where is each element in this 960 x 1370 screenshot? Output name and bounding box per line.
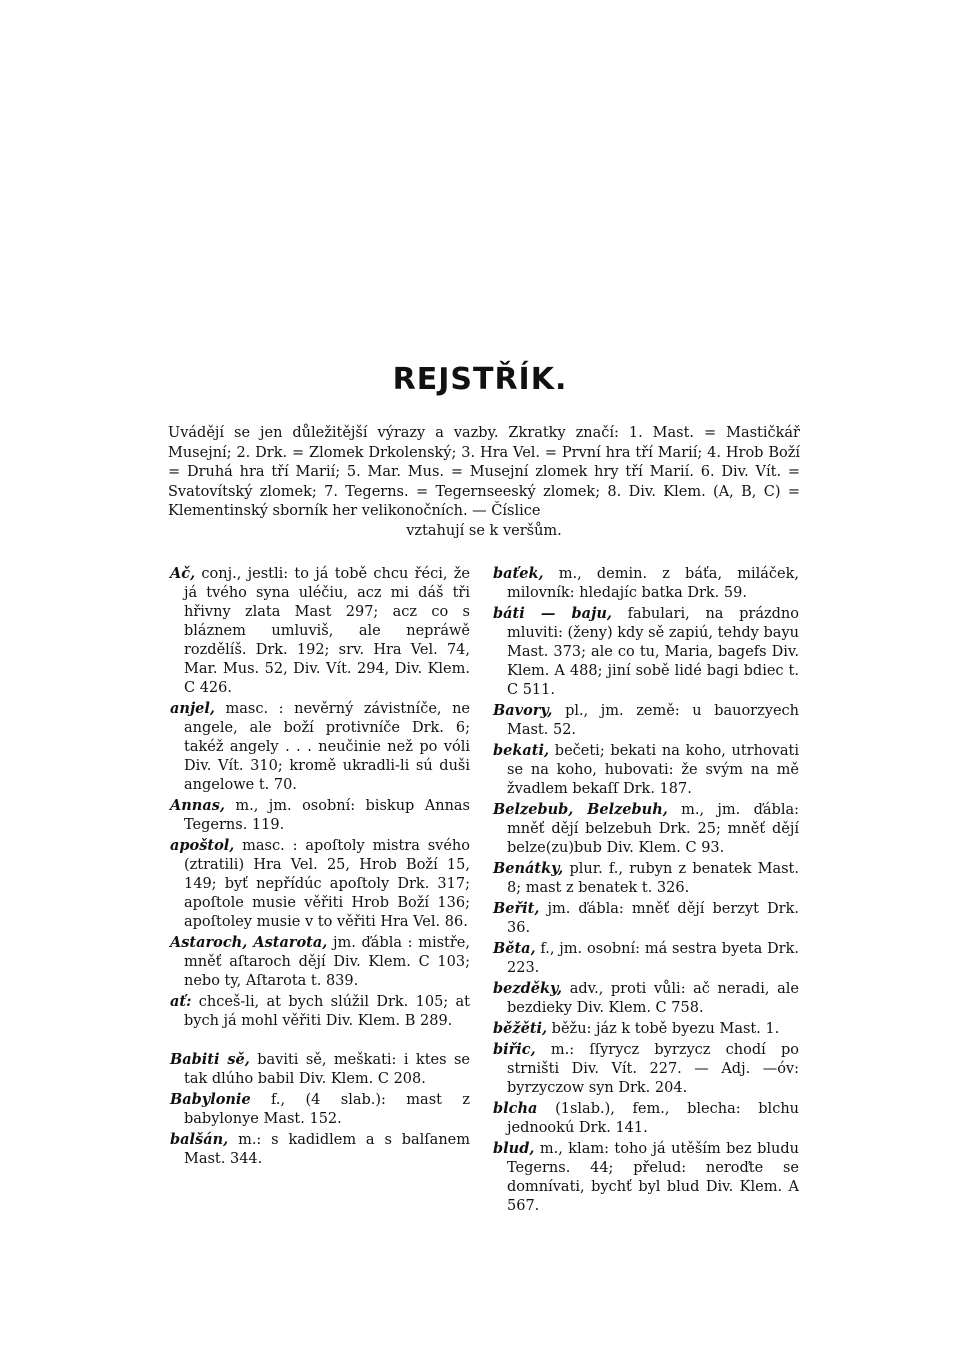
entry-definition: m., demin. z báťa, miláček, milovník: hledajíc batka Drk. 59. <box>507 566 799 601</box>
index-entry <box>493 800 799 858</box>
entry-headword: apoštol, <box>170 837 235 854</box>
intro-paragraph <box>168 424 800 542</box>
entry-headword: biřic, <box>493 1041 536 1058</box>
entry-headword: bezděky, <box>493 980 563 997</box>
entry-headword: báti — baju, <box>493 605 612 622</box>
entry-headword: Babylonie <box>170 1091 251 1108</box>
entry-headword: Benátky, <box>493 860 564 877</box>
index-entry <box>170 796 470 835</box>
index-entry <box>493 604 799 700</box>
entry-definition: plur. f., rubyn z benatek Mast. 8; mast z benatek t. 326. <box>507 861 799 896</box>
entry-definition: jm. ďábla: mněť dějí berzyt Drk. 36. <box>507 901 799 936</box>
entry-headword: Běta, <box>493 940 536 957</box>
index-entry <box>170 699 470 795</box>
entry-definition: m.: ſſyrycz byrzycz chodí po strništi Div. Vít. 227. — Adj. —óv: byrzyczow syn Drk. 204. <box>507 1042 799 1096</box>
entry-headword: Ač, <box>170 565 196 582</box>
entry-definition: m.: s kadidlem a s balſanem Mast. 344. <box>184 1132 470 1167</box>
index-column-left <box>170 564 470 1170</box>
index-entry <box>493 741 799 799</box>
entry-definition: f., (4 slab.): mast z babylonye Mast. 152. <box>184 1092 470 1127</box>
entry-headword: bekati, <box>493 742 550 759</box>
index-entry <box>493 1139 799 1216</box>
index-entry <box>493 899 799 938</box>
index-entry <box>170 1050 470 1089</box>
index-entry <box>170 1130 470 1169</box>
entry-definition: jm. ďábla : mistře, mněť aſtaroch dějí Div. Klem. C 103; nebo ty, Aſtarota t. 839. <box>184 935 470 989</box>
entry-definition: adv., proti vůli: ač neradi, ale bezdieky Div. Klem. C 758. <box>507 981 799 1016</box>
index-column-right <box>493 564 799 1217</box>
entry-headword: běžěti, <box>493 1020 548 1037</box>
entry-definition: běžu: jáz k tobě byezu Mast. 1. <box>547 1021 780 1037</box>
entry-headword: Beřit, <box>493 900 540 917</box>
entry-definition: m., jm. osobní: biskup Annas Tegerns. 119. <box>184 798 470 833</box>
entry-definition: m., klam: toho já utěším bez bludu Tegerns. 44; přelud: neroďte se domnívati, bychť byl blud Div. Klem. A 567. <box>507 1141 799 1214</box>
entry-definition: baviti sě, meškati: i ktes se tak dlúho babil Div. Klem. C 208. <box>184 1052 470 1087</box>
entry-definition: (1slab.), fem., blecha: blchu jednookú Drk. 141. <box>507 1101 799 1136</box>
index-entry <box>170 1090 470 1129</box>
entry-definition: masc. : nevěrný závistníče, ne angele, ale boží protivníče Drk. 6; takéž angely . . . neučinie než po vóli Div. Vít. 310; kromě ukradli-li sú duši angelowe t. 70. <box>184 701 470 793</box>
entry-definition: conj., jestli: to já tobě chcu řéci, že já tvého syna uléčiu, acz mi dáš tři hřivny zlata Mast 297; acz co s bláznem umluviš, ale nepráwě rozdělíš. Drk. 192; srv. Hra Vel. 74, Mar. Mus. 52, Div. Vít. 294, Div. Klem. C 426. <box>184 566 470 696</box>
entry-headword: baťek, <box>493 565 544 582</box>
entry-definition: chceš-li, at bych slúžil Drk. 105; at bych já mohl věřiti Div. Klem. B 289. <box>184 994 470 1029</box>
index-entry <box>170 836 470 932</box>
intro-text-last-line: vztahují se k veršům. <box>406 522 562 539</box>
intro-text: Uvádějí se jen důležitější výrazy a vazby. Zkratky značí: 1. Mast. = Mastičkář Musejní; 2. Drk. = Zlomek Drkolenský; 3. Hra Vel. = První hra tří Marií; 4. Hrob Boží = Druhá hra tří Marií; 5. Mar. Mus. = Musejní zlomek hry tří Marií. 6. Div. Vít. = Svatovítský zlomek; 7. Tegerns. = Tegernseeský zlomek; 8. Div. Klem. (A, B, C) = Klementinský sborník her velikonočních. — Číslice <box>168 425 800 520</box>
entry-headword: blcha <box>493 1100 538 1117</box>
page-title: REJSTŘÍK. <box>392 362 568 397</box>
index-entry <box>493 1019 799 1039</box>
entry-headword: Annas, <box>170 797 225 814</box>
entry-headword: Bavory, <box>493 702 553 719</box>
entry-definition: f., jm. osobní: má sestra byeta Drk. 223. <box>507 941 799 976</box>
entry-headword: blud, <box>493 1140 535 1157</box>
index-entry <box>493 859 799 898</box>
entry-definition: masc. : apoſtoly mistra svého (ztratili) Hra Vel. 25, Hrob Boží 15, 149; byť nepřídúc apoſtoly Drk. 317; apoſtole musie věřiti Hrob Boží 136; apoſtoley musie v to věřiti Hra Vel. 86. <box>184 838 470 930</box>
index-entry <box>170 564 470 698</box>
entry-headword: Belzebub, Belzebuh, <box>493 801 668 818</box>
entry-headword: anjel, <box>170 700 215 717</box>
index-entry <box>170 992 470 1031</box>
entry-definition: m., jm. ďábla: mněť dějí belzebuh Drk. 25; mněť dějí belze(zu)bub Div. Klem. C 93. <box>507 802 799 856</box>
index-entry <box>493 701 799 740</box>
index-entry <box>493 1099 799 1138</box>
index-entry <box>493 564 799 603</box>
index-entry <box>170 933 470 991</box>
entry-headword: Babiti sě, <box>170 1051 250 1068</box>
index-entry <box>493 979 799 1018</box>
entry-headword: ať: <box>170 993 192 1010</box>
entry-definition: bečeti; bekati na koho, utrhovati se na koho, hubovati: že svým na mě žvadlem bekaſſ Drk. 187. <box>507 743 799 797</box>
entry-definition: fabulari, na prázdno mluviti: (ženy) kdy sě zapiú, tehdy bayu Mast. 373; ale co tu, Maria, bagefs Div. Klem. A 488; jiní sobě lidé bagi bdiec t. C 511. <box>507 606 799 698</box>
entry-definition: pl., jm. země: u bauorzyech Mast. 52. <box>507 703 799 738</box>
index-entry <box>493 1040 799 1098</box>
entry-headword: Astaroch, Astarota, <box>170 934 328 951</box>
entry-headword: balšán, <box>170 1131 229 1148</box>
index-entry <box>493 939 799 978</box>
